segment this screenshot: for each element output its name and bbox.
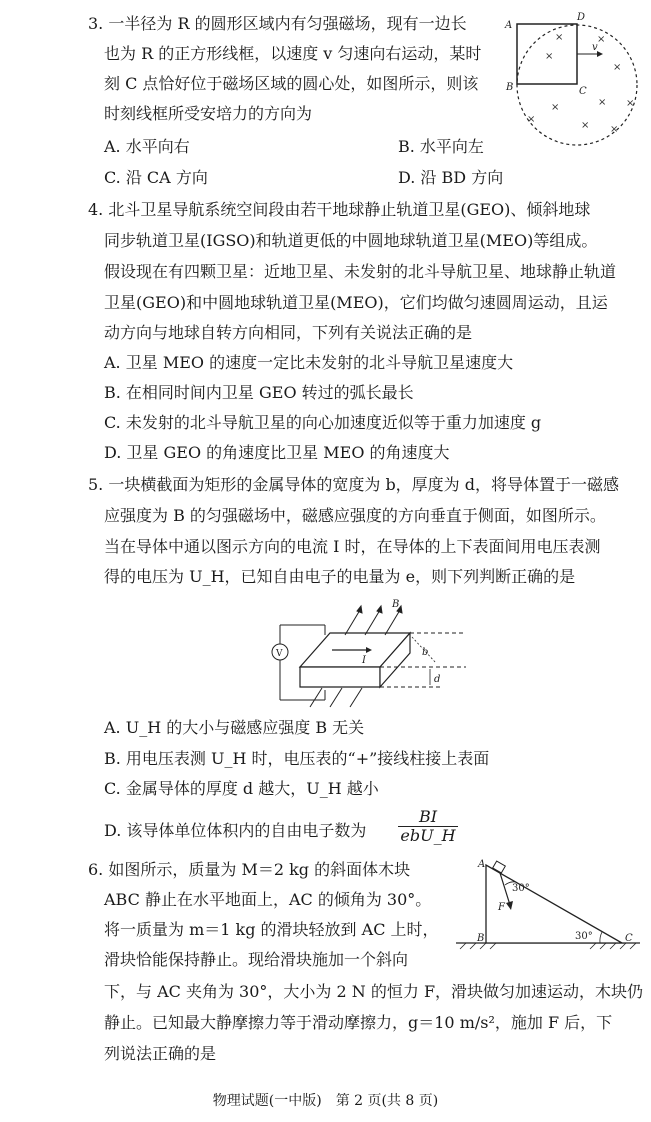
q6-line-2: ABC 静止在水平地面上，AC 的倾角为 30°。 [104, 890, 432, 909]
page-footer: 物理试题(一中版) 第 2 页(共 8 页) [212, 1093, 439, 1109]
q5-option-d-fraction [398, 808, 458, 845]
q6-label-a: A [478, 859, 486, 870]
q5-label-b-width: b [422, 647, 429, 658]
svg-text:×: × [610, 124, 619, 135]
svg-text:×: × [555, 32, 564, 43]
q3-label-c: C [579, 86, 587, 97]
q6-line-6: 静止。已知最大静摩擦力等于滑动摩擦力，g＝10 m/s²，施加 F 后，下 [104, 1013, 613, 1032]
q3-line-4: 时刻线框所受安培力的方向为 [104, 104, 313, 123]
q5-line-3: 当在导体中通以图示方向的电流 I 时，在导体的上下表面间用电压表测 [104, 537, 601, 556]
q6-angle-incline: 30° [575, 931, 593, 942]
q5-option-d: D. 该导体单位体积内的自由电子数为 [104, 821, 367, 840]
q6-label-f: F [498, 902, 505, 913]
q5-label-d: d [434, 674, 441, 685]
q4-option-b: B. 在相同时间内卫星 GEO 转过的弧长最长 [104, 383, 414, 402]
q3-option-c: C. 沿 CA 方向 [104, 168, 208, 187]
q4-line-3: 假设现在有四颗卫星：近地卫星、未发射的北斗导航卫星、地球静止轨道 [104, 262, 617, 281]
q6-line-5: 下，与 AC 夹角为 30°，大小为 2 N 的恒力 F，滑块做匀加速运动，木块仍 [104, 982, 644, 1001]
q5-hall-effect-figure [270, 595, 470, 710]
q3-label-b: B [506, 82, 514, 93]
q5-option-b: B. 用电压表测 U_H 时，电压表的“+”接线柱接上表面 [104, 749, 490, 768]
fraction-numerator: BI [398, 808, 458, 827]
q3-label-v: v [592, 42, 598, 53]
q3-label-a: A [505, 20, 513, 31]
q4-option-d: D. 卫星 GEO 的角速度比卫星 MEO 的角速度大 [104, 443, 450, 462]
svg-text:×: × [545, 51, 554, 62]
q4-line-1: 4. 北斗卫星导航系统空间段由若干地球静止轨道卫星(GEO)、倾斜地球 [88, 200, 591, 219]
q5-label-i: I [362, 655, 366, 666]
q4-option-a: A. 卫星 MEO 的速度一定比未发射的北斗导航卫星速度大 [104, 353, 514, 372]
svg-text:×: × [598, 97, 607, 108]
svg-text:×: × [527, 114, 536, 125]
q4-option-c: C. 未发射的北斗导航卫星的向心加速度近似等于重力加速度 g [104, 413, 542, 432]
q5-label-b-field: B [392, 599, 400, 610]
q3-line-1: 3. 一半径为 R 的圆形区域内有匀强磁场，现有一边长 [88, 14, 467, 33]
q3-magnetic-field-figure [505, 10, 640, 150]
svg-text:×: × [626, 98, 635, 109]
q6-line-7: 列说法正确的是 [104, 1044, 217, 1063]
svg-text:×: × [613, 62, 622, 73]
q4-line-5: 动方向与地球自转方向相同，下列有关说法正确的是 [104, 323, 473, 342]
q3-option-b: B. 水平向左 [398, 137, 484, 156]
q6-angle-force: 30° [512, 883, 530, 894]
q6-label-c: C [625, 933, 633, 944]
q6-line-1: 6. 如图所示，质量为 M＝2 kg 的斜面体木块 [88, 860, 411, 879]
q5-option-a: A. U_H 的大小与磁感应强度 B 无关 [104, 718, 365, 737]
q5-line-4: 得的电压为 U_H，已知自由电子的电量为 e，则下列判断正确的是 [104, 567, 576, 586]
svg-text:×: × [597, 34, 606, 45]
svg-text:×: × [581, 120, 590, 131]
q3-label-d: D [577, 12, 586, 23]
q3-line-2: 也为 R 的正方形线框，以速度 v 匀速向右运动，某时 [104, 44, 482, 63]
fraction-denominator: ebU_H [400, 826, 456, 845]
q5-line-1: 5. 一块横截面为矩形的金属导体的宽度为 b，厚度为 d，将导体置于一磁感 [88, 475, 620, 494]
q5-option-c: C. 金属导体的厚度 d 越大，U_H 越小 [104, 779, 379, 798]
q3-line-3: 刻 C 点恰好位于磁场区域的圆心处，如图所示，则该 [104, 74, 479, 93]
q3-option-a: A. 水平向右 [104, 137, 190, 156]
q6-line-4: 滑块恰能保持静止。现给滑块施加一个斜向 [104, 950, 409, 969]
q4-line-4: 卫星(GEO)和中圆地球轨道卫星(MEO)，它们均做匀速圆周运动，且运 [104, 293, 608, 312]
voltmeter-label: V [276, 649, 283, 659]
q6-label-b: B [477, 933, 485, 944]
q6-line-3: 将一质量为 m＝1 kg 的滑块轻放到 AC 上时， [104, 920, 439, 939]
svg-text:×: × [551, 102, 560, 113]
q6-incline-figure [450, 855, 646, 953]
q5-line-2: 应强度为 B 的匀强磁场中，磁感应强度的方向垂直于侧面，如图所示。 [104, 506, 606, 525]
q3-option-d: D. 沿 BD 方向 [398, 168, 504, 187]
q4-line-2: 同步轨道卫星(IGSO)和轨道更低的中圆地球轨道卫星(MEO)等组成。 [104, 231, 598, 250]
